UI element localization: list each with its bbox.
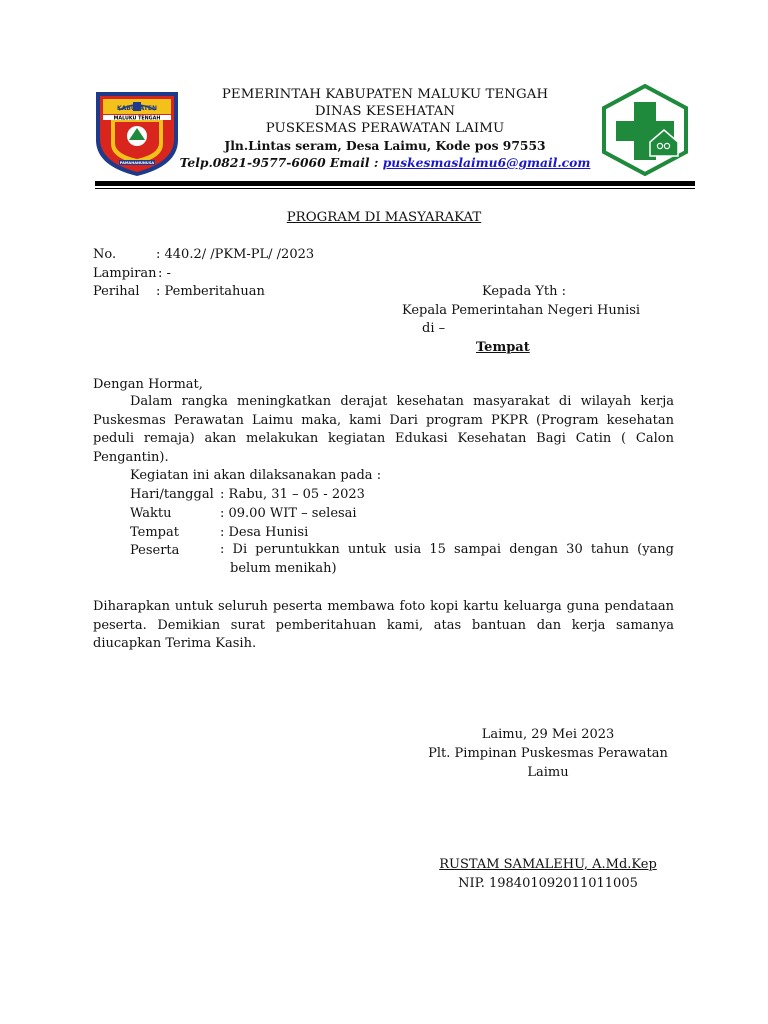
agency-name: DINAS KESEHATAN [314,104,456,119]
place-date: Laimu, 29 Mei 2023 [481,727,615,742]
detail-value: : Desa Hunisi [220,525,309,540]
detail-value: : Di peruntukkan untuk usia 15 sampai dengan 30 tahun (yang belum menikah) [220,542,674,576]
signer-position-cont: Laimu [527,765,569,780]
contact-line [160,154,610,171]
perihal-value: : Pemberitahuan [156,284,265,299]
letter-title: PROGRAM DI MASYARAKAT [286,210,482,225]
detail-value: : Rabu, 31 – 05 - 2023 [220,487,365,502]
puskesmas-logo [602,84,688,176]
opening-paragraph [93,393,674,467]
kepada-label: Kepada Yth : [482,284,567,299]
address: Jln.Lintas seram, Desa Laimu, Kode pos 97553 [224,138,546,153]
recipient-name: Kepala Pemerintahan Negeri Hunisi [402,303,641,318]
closing-paragraph: Diharapkan untuk seluruh peserta membawa foto kopi kartu keluarga guna pendataan peserta. Demikian surat pemberitahuan kami, atas bantuan dan kerja samanya diucapkan Terima Kasih. [93,599,674,652]
salutation: Dengan Hormat, [93,377,203,392]
letterhead [160,86,610,171]
opening-paragraph-text: Dalam rangka meningkatkan derajat kesehatan masyarakat di wilayah kerja Puskesmas Perawatan Laimu maka, kami Dari program PKPR (Program kesehatan peduli remaja) akan melakukan kegiatan Edukasi Kesehatan Bagi Catin ( Calon Pengantin). [93,394,674,465]
detail-label: Peserta [130,543,180,558]
clinic-name: PUSKESMAS PERAWATAN LAIMU [265,121,505,136]
signer-nip: NIP. 198401092011011005 [458,876,638,891]
signer-position: Plt. Pimpinan Puskesmas Perawatan [428,746,668,761]
contact-prefix: Telp.0821-9577-6060 Email : [179,155,383,170]
letterhead-thick-rule [95,181,695,186]
kegiatan-intro: Kegiatan ini akan dilaksanakan pada : [130,468,382,483]
no-value: : 440.2/ /PKM-PL/ /2023 [156,247,315,262]
government-name: PEMERINTAH KABUPATEN MALUKU TENGAH [221,87,549,102]
signer-name: RUSTAM SAMALEHU, A.Md.Kep [439,857,657,872]
perihal-label: Perihal [93,284,140,299]
detail-label: Tempat [130,525,179,540]
detail-label: Waktu [130,506,172,521]
recipient-place: Tempat [476,340,530,355]
no-label: No. [93,247,117,262]
letterhead-thin-rule [95,188,695,189]
svg-text:KABUPATEN: KABUPATEN [117,105,157,112]
svg-text:MALUKU TENGAH: MALUKU TENGAH [113,116,161,122]
lampiran-label: Lampiran [93,266,157,281]
detail-value: : 09.00 WIT – selesai [220,506,357,521]
svg-text:PAMAHANUNUSA: PAMAHANUNUSA [119,161,155,165]
detail-value-peserta [220,541,674,578]
lampiran-value: : - [158,266,171,281]
recipient-di: di – [422,321,446,336]
email-link[interactable]: puskesmaslaimu6@gmail.com [382,155,591,170]
detail-label: Hari/tanggal [130,487,214,502]
